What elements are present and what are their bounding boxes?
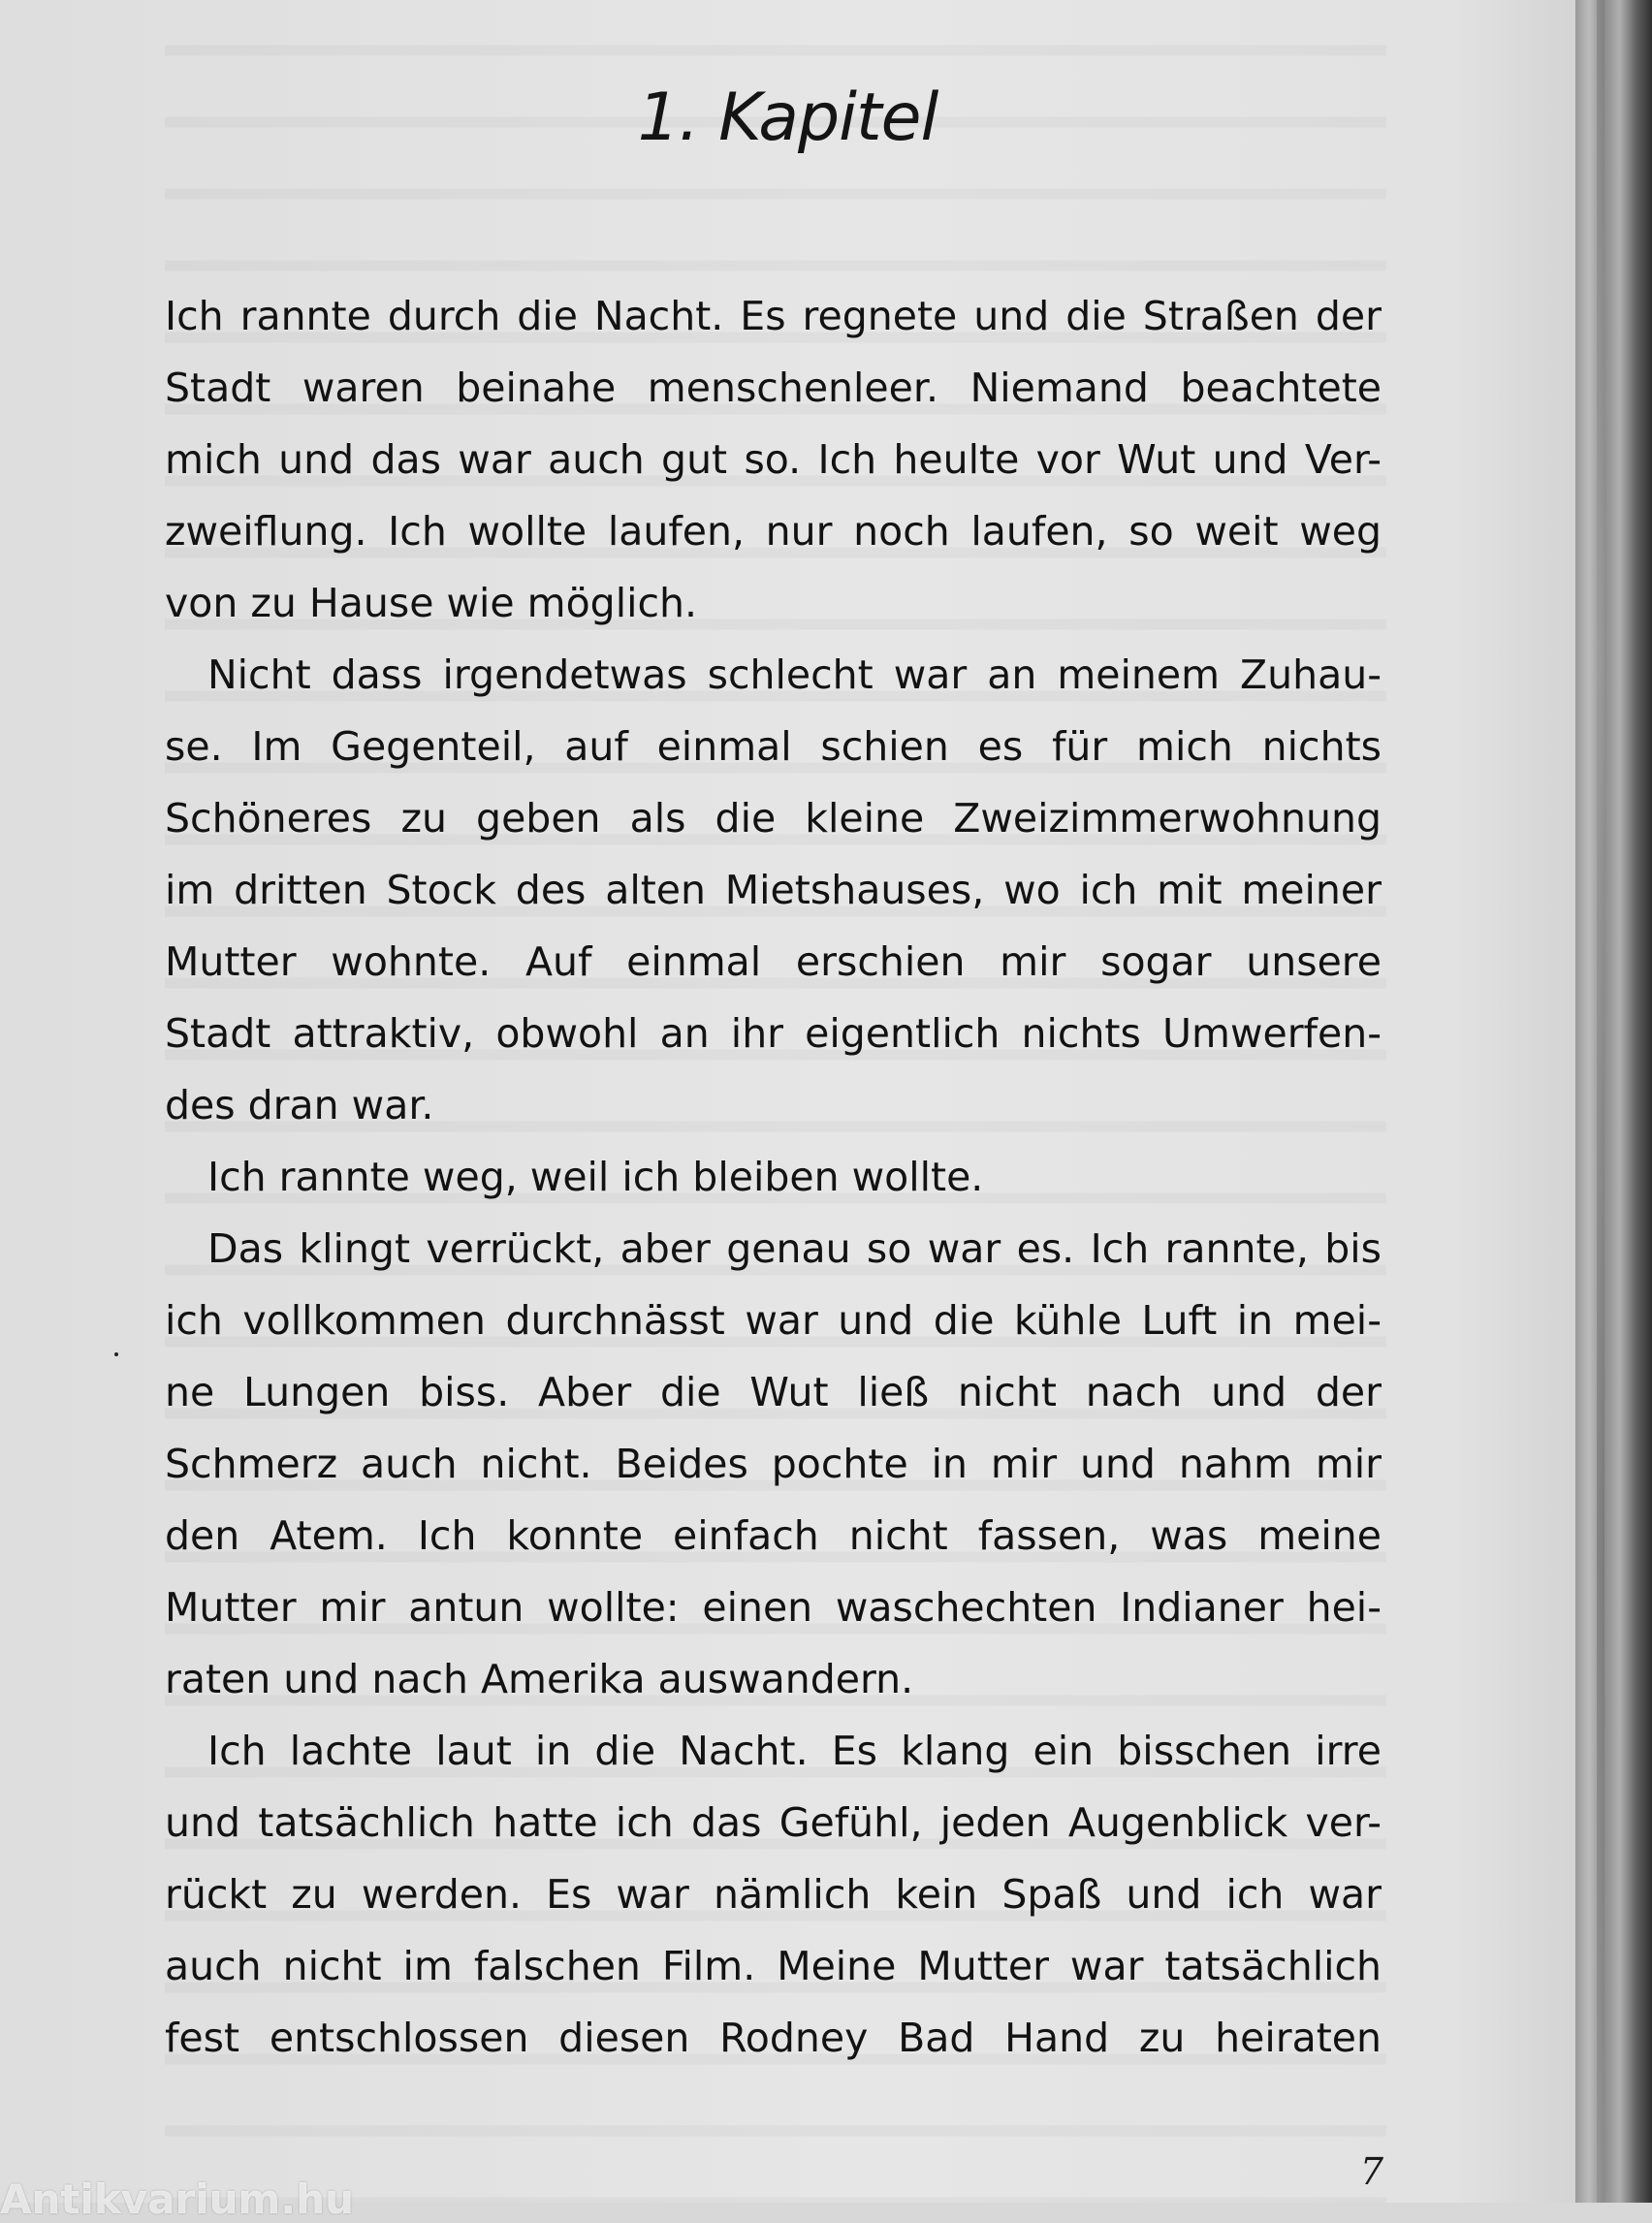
text-line: Schmerz auch nicht. Beides pochte in mir und nahm mir xyxy=(165,1441,1382,1487)
text-line: von zu Hause wie möglich. xyxy=(165,580,698,626)
text-line: des dran war. xyxy=(165,1082,434,1128)
text-line: se. Im Gegenteil, auf einmal schien es für mich nichts xyxy=(165,723,1382,770)
text-line: zweiflung. Ich wollte laufen, nur noch laufen, so weit weg xyxy=(165,508,1382,555)
text-line: Schöneres zu geben als die kleine Zweizimmerwohnung xyxy=(165,795,1382,842)
body-text xyxy=(165,280,1382,2074)
text-line: ich vollkommen durchnässt war und die kühle Luft in mei- xyxy=(165,1297,1382,1344)
paragraph-4 xyxy=(165,1213,1382,1715)
page-number: 7 xyxy=(1359,2150,1383,2193)
text-line: Ich rannte durch die Nacht. Es regnete und die Straßen der xyxy=(165,293,1382,339)
text-line: Stadt attraktiv, obwohl an ihr eigentlich nichts Umwerfen- xyxy=(165,1010,1382,1057)
text-line: Mutter mir antun wollte: einen waschechten Indianer hei- xyxy=(165,1584,1382,1631)
text-line: ne Lungen biss. Aber die Wut ließ nicht nach und der xyxy=(165,1369,1382,1415)
paragraph-3 xyxy=(165,1141,1382,1213)
text-line: rückt zu werden. Es war nämlich kein Spaß und ich war xyxy=(165,1871,1382,1918)
text-line: Ich lachte laut in die Nacht. Es klang ein bisschen irre xyxy=(207,1728,1382,1774)
watermark-text: Antikvarium.hu xyxy=(0,2175,355,2223)
chapter-title: 1. Kapitel xyxy=(637,79,938,156)
text-line: Mutter wohnte. Auf einmal erschien mir sogar unsere xyxy=(165,938,1382,985)
book-spine-edge xyxy=(1575,0,1652,2203)
text-line: im dritten Stock des alten Mietshauses, wo ich mit meiner xyxy=(165,867,1382,913)
paragraph-1 xyxy=(165,280,1382,639)
text-line: Ich rannte weg, weil ich bleiben wollte. xyxy=(207,1154,984,1200)
text-line: Stadt waren beinahe menschenleer. Niemand beachtete xyxy=(165,365,1382,411)
print-speck xyxy=(114,1352,118,1356)
text-line: und tatsächlich hatte ich das Gefühl, jeden Augenblick ver- xyxy=(165,1799,1382,1846)
paragraph-5 xyxy=(165,1715,1382,2074)
paragraph-2 xyxy=(165,639,1382,1141)
text-line: mich und das war auch gut so. Ich heulte vor Wut und Ver- xyxy=(165,436,1382,483)
text-line: Nicht dass irgendetwas schlecht war an meinem Zuhau- xyxy=(207,651,1382,698)
text-line: den Atem. Ich konnte einfach nicht fassen, was meine xyxy=(165,1512,1382,1559)
text-line: Das klingt verrückt, aber genau so war es. Ich rannte, bis xyxy=(207,1225,1382,1272)
text-line: raten und nach Amerika auswandern. xyxy=(165,1656,914,1702)
text-line: auch nicht im falschen Film. Meine Mutter war tatsächlich xyxy=(165,1943,1382,1989)
text-line: fest entschlossen diesen Rodney Bad Hand zu heiraten xyxy=(165,2015,1382,2061)
